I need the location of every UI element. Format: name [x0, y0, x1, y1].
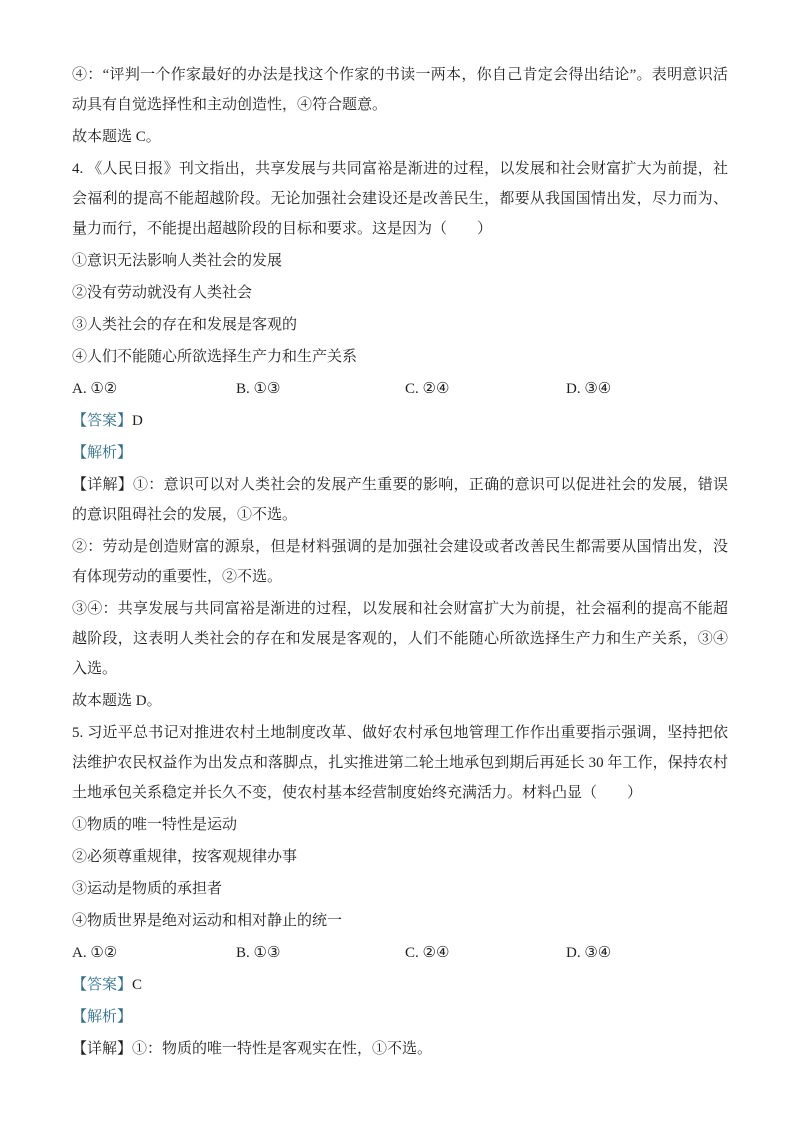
option-b: B. ①③: [236, 945, 281, 961]
analysis-label: 【解析】: [72, 1009, 133, 1025]
option-c: C. ②④: [405, 381, 450, 397]
option-c: C. ②④: [405, 945, 450, 961]
paragraph: ③人类社会的存在和发展是客观的: [72, 317, 298, 333]
paragraph: ④物质世界是绝对运动和相对静止的统一: [72, 913, 343, 929]
answer-label: 【答案】: [72, 413, 133, 429]
paragraph: ①物质的唯一特性是运动: [72, 817, 238, 833]
option-a: A. ①②: [72, 945, 118, 961]
paragraph: 故本题选 C。: [72, 129, 161, 145]
paragraph: ②：劳动是创造财富的源泉，但是材料强调的是加强社会建设或者改善民生都需要从国情出发，没有体现劳动的重要性，②不选。: [72, 539, 728, 585]
paragraph: ②必须尊重规律，按客观规律办事: [72, 849, 298, 865]
option-b: B. ①③: [236, 381, 281, 397]
paragraph: ④人们不能随心所欲选择生产力和生产关系: [72, 349, 358, 365]
paragraph: 故本题选 D。: [72, 693, 162, 709]
answer-value: C: [132, 977, 143, 993]
answer-line: [72, 970, 728, 1000]
document-blocks: [72, 60, 728, 1064]
paragraph: 【详解】①：物质的唯一特性是客观实在性，①不选。: [72, 1041, 433, 1057]
paragraph: ④：“评判一个作家最好的办法是找这个作家的书读一两本，你自己肯定会得出结论”。表明意识活动具有自觉选择性和主动创造性，④符合题意。: [72, 67, 728, 113]
option-d: D. ③④: [566, 381, 612, 397]
paragraph: ①意识无法影响人类社会的发展: [72, 253, 283, 269]
analysis-label: 【解析】: [72, 445, 133, 461]
answer-line: [72, 406, 728, 436]
paragraph: 5. 习近平总书记对推进农村土地制度改革、做好农村承包地管理工作作出重要指示强调，坚持把依法维护农民权益作为出发点和落脚点，扎实推进第二轮土地承包到期后再延长 30 年工作，保持农村土地承包关系稳定并长久不变，使农村基本经营制度始终充满活力。材料凸显（ ）: [72, 725, 728, 801]
paragraph: 4. 《人民日报》刊文指出，共享发展与共同富裕是渐进的过程，以发展和社会财富扩大为前提，社会福利的提高不能超越阶段。无论加强社会建设还是改善民生，都要从我国国情出发，尽力而为、量力而行，不能提出超越阶段的目标和要求。这是因为（ ）: [72, 161, 728, 237]
paragraph: ③④：共享发展与共同富裕是渐进的过程，以发展和社会财富扩大为前提，社会福利的提高不能超越阶段，这表明人类社会的存在和发展是客观的，人们不能随心所欲选择生产力和生产关系，③④入选。: [72, 601, 728, 677]
answer-value: D: [132, 413, 143, 429]
answer-label: 【答案】: [72, 977, 133, 993]
option-a: A. ①②: [72, 381, 118, 397]
paragraph: ②没有劳动就没有人类社会: [72, 285, 253, 301]
options-row: [72, 374, 728, 404]
option-d: D. ③④: [566, 945, 612, 961]
analysis-line: [72, 1002, 728, 1032]
analysis-line: [72, 438, 728, 468]
paragraph: 【详解】①：意识可以对人类社会的发展产生重要的影响，正确的意识可以促进社会的发展，错误的意识阻碍社会的发展，①不选。: [72, 477, 728, 523]
options-row: [72, 938, 728, 968]
paragraph: ③运动是物质的承担者: [72, 881, 223, 897]
